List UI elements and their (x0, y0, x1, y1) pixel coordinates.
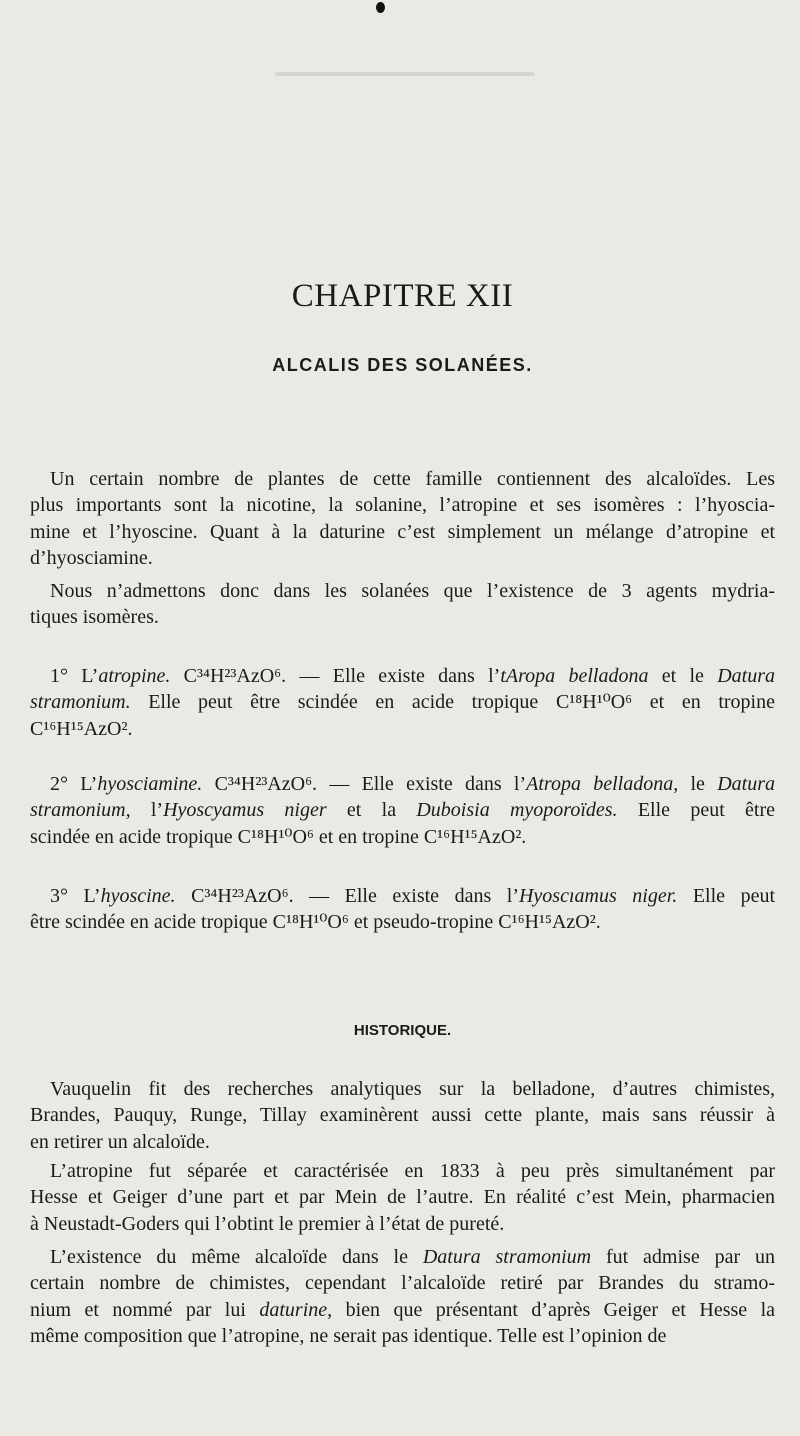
text-line (30, 1158, 775, 1184)
hyoscine-paragraph (30, 883, 775, 936)
historique-paragraph-2 (30, 1158, 775, 1237)
text-line (30, 1129, 775, 1155)
text-run: Brandes, Pauquy, Runge, Tillay examinèrent aussi cette plante, mais sans réussir à (30, 1104, 775, 1127)
italic-run: stramonium. (30, 691, 131, 714)
italic-run: Datura (717, 773, 775, 795)
text-line (30, 1297, 775, 1323)
text-line (30, 519, 775, 545)
text-line (30, 716, 775, 742)
text-run: plus importants sont la nicotine, la solanine, l’atropine et ses isomères : l’hyoscia- (30, 494, 775, 517)
text-line (30, 1244, 775, 1270)
text-run: en retirer un alcaloïde. (30, 1130, 210, 1153)
chapter-title: CHAPITRE XII (291, 278, 514, 314)
text-run: mine et l’hyoscine. Quant à la daturine c’est simplement un mélange d’atropine et (30, 520, 775, 543)
text-run: Elle peut (677, 885, 776, 907)
text-line (30, 663, 775, 689)
text-run: et le (648, 665, 718, 687)
text-run: même composition que l’atropine, ne serait pas identique. Telle est l’opinion de (30, 1324, 667, 1347)
italic-run: hyoscine. (100, 885, 176, 907)
text-line (30, 824, 775, 850)
bleed-through-header (30, 56, 780, 76)
text-run: Elle peut être (617, 799, 775, 822)
historique-paragraph-1 (30, 1076, 775, 1155)
text-line (30, 909, 775, 935)
text-run: être scindée en acide tropique C¹⁸H¹⁰O⁶ et pseudo-tropine C¹⁶H¹⁵AzO². (30, 911, 601, 934)
italic-run: Duboisia myoporoïdes. (416, 799, 618, 822)
hyosciamine-paragraph (30, 771, 775, 850)
text-run: Elle peut être scindée en acide tropique C¹⁸H¹⁰O⁶ et en tropine (130, 691, 775, 714)
text-run: nium et nommé par lui (30, 1298, 260, 1321)
italic-run: stramonium, (30, 799, 131, 822)
text-line (30, 883, 775, 909)
text-line (30, 1102, 775, 1128)
text-run: 1° L’ (50, 665, 99, 687)
text-run: L’atropine fut séparée et caractérisée en 1833 à peu près simultanément par (50, 1160, 775, 1182)
text-run: certain nombre de chimistes, cependant l’alcaloïde retiré par Brandes du stramo- (30, 1272, 775, 1295)
text-line (30, 689, 775, 715)
text-run: C³⁴H²³AzO⁶. — Elle existe dans l’ (175, 885, 519, 907)
text-line (30, 1184, 775, 1210)
text-run: Nous n’admettons donc dans les solanées que l’existence de 3 agents mydria- (50, 580, 775, 602)
text-line (30, 1270, 775, 1296)
text-line (30, 771, 775, 797)
text-run: d’hyosciamine. (30, 546, 153, 569)
text-run: bien que présentant d’après Geiger et Hesse la (332, 1298, 776, 1321)
text-run: à Neustadt-Goders qui l’obtint le premier à l’état de pureté. (30, 1212, 505, 1235)
text-line (30, 466, 775, 492)
italic-run: hyosciamine. (97, 773, 203, 795)
text-line (30, 797, 775, 823)
text-run: C³⁴H²³AzO⁶. — Elle existe dans l’ (170, 665, 501, 687)
text-run: le (678, 773, 718, 795)
text-run: scindée en acide tropique C¹⁸H¹⁰O⁶ et en tropine C¹⁶H¹⁵AzO². (30, 825, 527, 848)
text-line (30, 1076, 775, 1102)
ink-dot (376, 2, 385, 13)
italic-run: Hyoscıamus niger. (518, 885, 678, 907)
text-line (30, 492, 775, 518)
text-run: Hesse et Geiger d’une part et par Mein de l’autre. En réalité c’est Mein, pharmacien (30, 1186, 775, 1209)
text-line (30, 578, 775, 604)
historique-heading: HISTORIQUE. (353, 1022, 452, 1039)
isomers-paragraph (30, 578, 775, 631)
text-run: 3° L’ (50, 885, 101, 907)
text-run: Un certain nombre de plantes de cette famille contiennent des alcaloïdes. Les (50, 468, 775, 490)
text-run: C¹⁶H¹⁵AzO². (30, 717, 133, 740)
text-line (30, 545, 775, 571)
italic-run: Hyoscyamus niger (163, 799, 327, 822)
atropine-paragraph (30, 663, 775, 742)
text-line (30, 604, 775, 630)
italic-run: daturine, (259, 1298, 333, 1321)
text-run: C³⁴H²³AzO⁶. — Elle existe dans l’ (202, 773, 527, 795)
text-run: Vauquelin fit des recherches analytiques sur la belladone, d’autres chimistes, (50, 1078, 775, 1100)
text-line (30, 1211, 775, 1237)
text-run: tiques isomères. (30, 606, 159, 629)
italic-run: tAropa belladona (500, 665, 649, 687)
text-run: L’existence du même alcaloïde dans le (50, 1246, 423, 1268)
italic-run: Atropa belladona, (526, 773, 679, 795)
text-run: et la (326, 799, 417, 822)
text-run: 2° L’ (50, 773, 98, 795)
text-line (30, 1323, 775, 1349)
italic-run: Datura stramonium (422, 1246, 592, 1268)
text-run: fut admise par un (591, 1246, 775, 1268)
chapter-subtitle: ALCALIS DES SOLANÉES. (272, 355, 533, 375)
italic-run: atropine. (98, 665, 171, 687)
text-run: l’ (130, 799, 164, 822)
historique-paragraph-3 (30, 1244, 775, 1349)
italic-run: Datura (717, 665, 776, 687)
intro-paragraph (30, 466, 775, 571)
